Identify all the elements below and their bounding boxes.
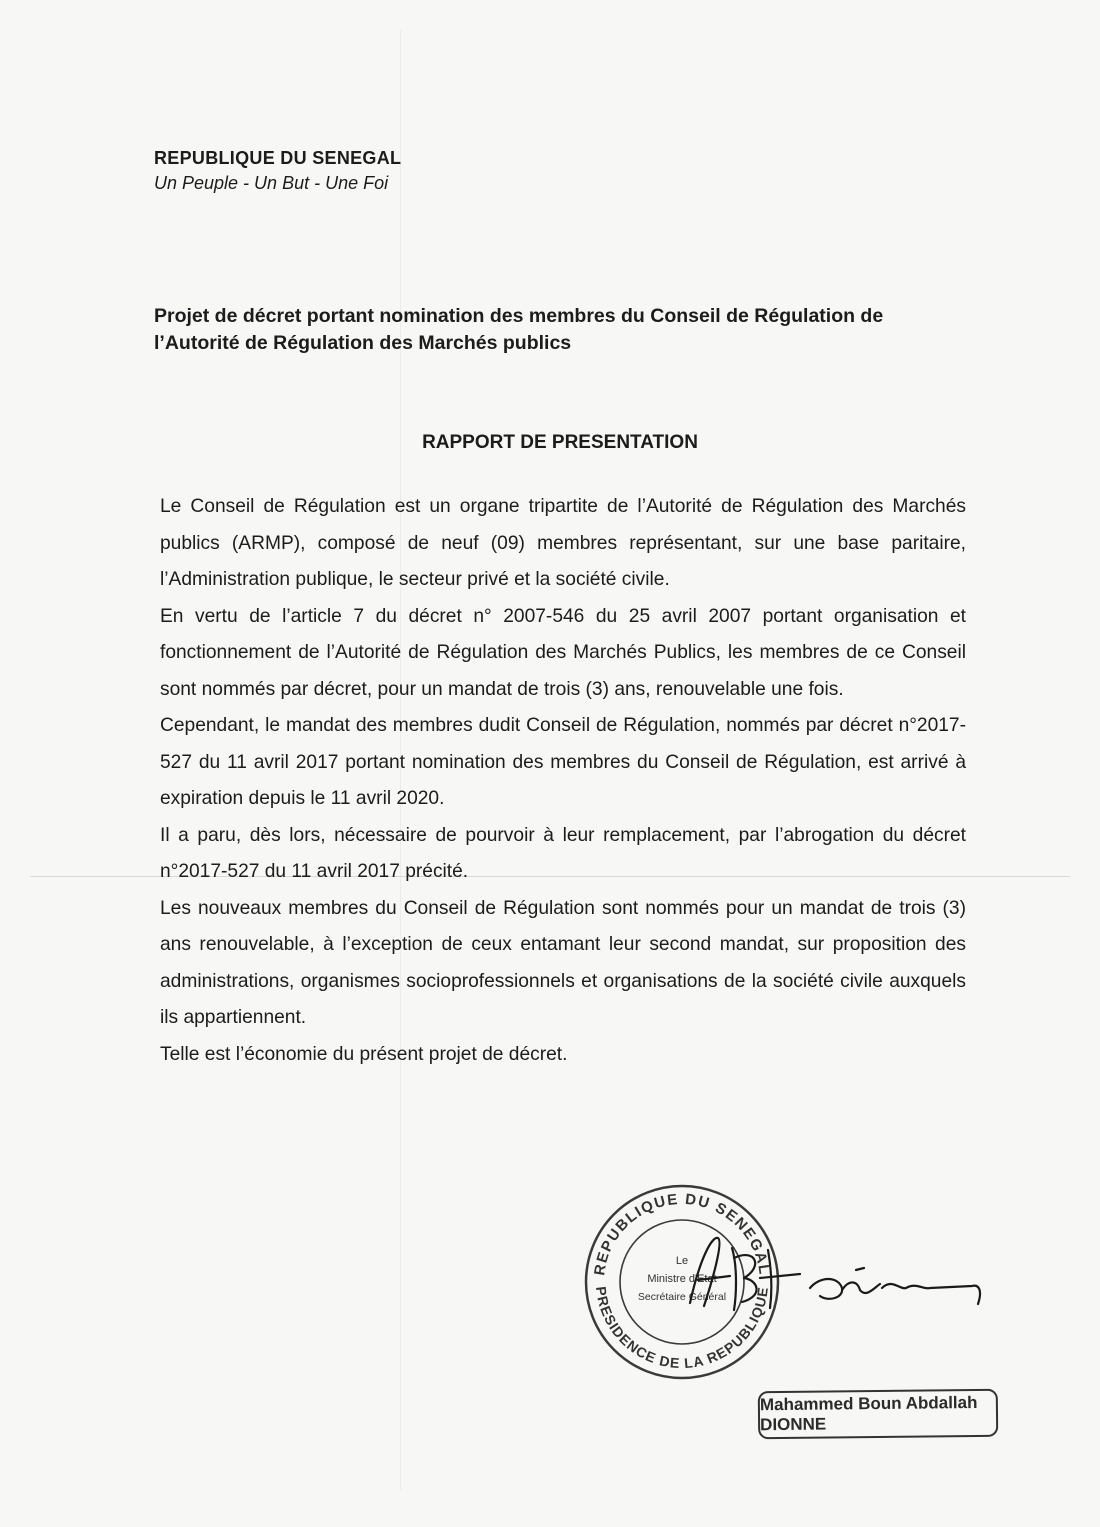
seal-center-line-2: Ministre d'Etat: [647, 1273, 717, 1285]
republic-name: REPUBLIQUE DU SENEGAL: [154, 148, 402, 168]
paragraph-5: Les nouveaux membres du Conseil de Régulation sont nommés pour un mandat de trois (3) ans renouvelable, à l’exception de ceux entamant leur second mandat, sur proposition des administrations, organismes socioprofessionnels et organisations de la société civile auxquels ils appartiennent.: [160, 897, 966, 1028]
paragraph-2: En vertu de l’article 7 du décret n° 2007-546 du 25 avril 2007 portant organisation et fonctionnement de l’Autorité de Régulation des Marchés Publics, les membres de ce Conseil sont nommés par décret, pour un mandat de trois (3) ans, renouvelable une fois.: [160, 605, 966, 700]
seal-outer-top: REPUBLIQUE DU SENEGAL: [591, 1190, 773, 1277]
seal-center-line-3: Secrétaire Général: [637, 1291, 727, 1303]
signatory-name-stamp: Mahammed Boun Abdallah DIONNE: [758, 1389, 998, 1440]
paragraph-4: Il a paru, dès lors, nécessaire de pourvoir à leur remplacement, par l’abrogation du décret n°2017-527 du 11 avril 2017 précité.: [160, 824, 966, 882]
seal-outer-bottom: PRESIDENCE DE LA REPUBLIQUE: [593, 1285, 771, 1372]
paragraph-6: Telle est l’économie du présent projet de décret.: [160, 1043, 568, 1065]
seal-center-line-1: Le: [675, 1255, 689, 1267]
letterhead: [154, 148, 401, 194]
paragraph-1: Le Conseil de Régulation est un organe tripartite de l’Autorité de Régulation des Marchés publics (ARMP), composé de neuf (09) membres représentant, sur une base paritaire, l’Administration publique, le secteur privé et la société civile.: [160, 496, 966, 590]
national-motto: Un Peuple - Un But - Une Foi: [154, 173, 389, 193]
handwritten-signature: [660, 1218, 1000, 1328]
paragraph-3: Cependant, le mandat des membres dudit Conseil de Régulation, nommés par décret n°2017-527 du 11 avril 2017 portant nomination des membres du Conseil de Régulation, est arrivé à expiration depuis le 11 avril 2020.: [160, 715, 966, 809]
report-heading: RAPPORT DE PRESENTATION: [422, 432, 698, 453]
report-body: [160, 489, 966, 1073]
project-title: Projet de décret portant nomination des membres du Conseil de Régulation de l’Autorité de Régulation des Marchés publics: [154, 305, 884, 354]
